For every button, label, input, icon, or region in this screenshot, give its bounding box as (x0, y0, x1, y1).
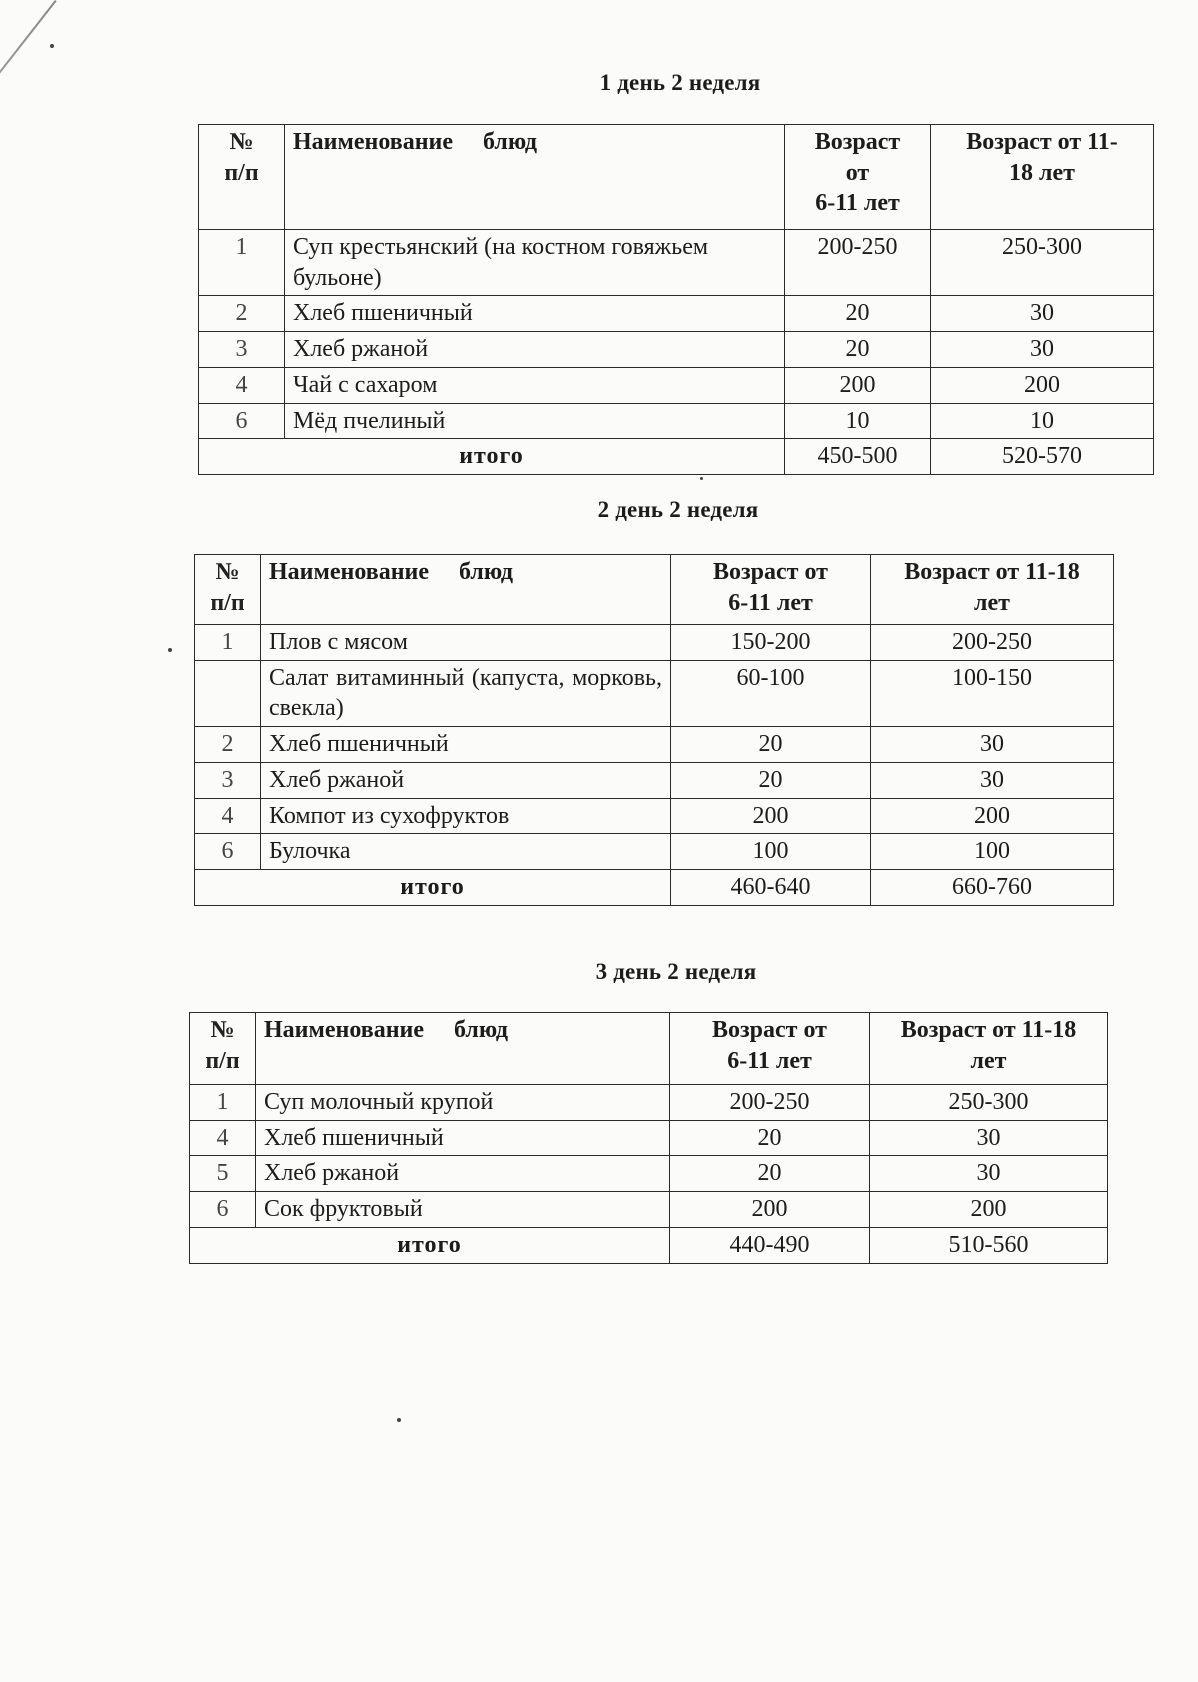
portion-11-18: 100-150 (871, 660, 1114, 726)
day-2-title: 2 день 2 неделя (597, 497, 759, 522)
portion-6-11: 60-100 (671, 660, 871, 726)
total-row (190, 1227, 1108, 1263)
scan-artifact-line (0, 0, 57, 202)
portion-6-11: 200-250 (670, 1085, 870, 1121)
table-row (195, 834, 1114, 870)
scan-speck (700, 477, 703, 480)
portion-6-11: 20 (785, 332, 931, 368)
dish-name: Мёд пчелиный (285, 403, 785, 439)
table-row (190, 1192, 1108, 1228)
dish-name: Чай с сахаром (285, 367, 785, 403)
row-num: 6 (199, 403, 285, 439)
row-num: 1 (199, 230, 285, 296)
portion-6-11: 10 (785, 403, 931, 439)
dish-name: Булочка (261, 834, 671, 870)
dish-name: Хлеб ржаной (256, 1156, 670, 1192)
day-1-menu-table (198, 124, 1154, 475)
day-3-title: 3 день 2 неделя (595, 959, 757, 984)
total-11-18: 510-560 (870, 1227, 1108, 1263)
dish-name: Суп молочный крупой (256, 1085, 670, 1121)
scan-speck (168, 648, 172, 652)
portion-6-11: 200 (785, 367, 931, 403)
portion-6-11: 150-200 (671, 625, 871, 661)
total-6-11: 460-640 (671, 870, 871, 906)
row-num: 1 (195, 625, 261, 661)
table-row (190, 1085, 1108, 1121)
header-age-6-11: Возраст от 6-11 лет (670, 1013, 870, 1085)
scan-speck (397, 1418, 401, 1422)
portion-6-11: 20 (670, 1120, 870, 1156)
portion-11-18: 200-250 (871, 625, 1114, 661)
table-row (195, 727, 1114, 763)
table-row (195, 798, 1114, 834)
portion-11-18: 30 (870, 1120, 1108, 1156)
portion-6-11: 20 (670, 1156, 870, 1192)
table-header-row (195, 555, 1114, 625)
dish-name: Сок фруктовый (256, 1192, 670, 1228)
row-num (195, 660, 261, 726)
day-1-title: 1 день 2 неделя (599, 70, 761, 95)
portion-6-11: 100 (671, 834, 871, 870)
header-age-6-11: Возраст от 6-11 лет (785, 125, 931, 230)
portion-11-18: 30 (870, 1156, 1108, 1192)
dish-name: Плов с мясом (261, 625, 671, 661)
total-label: итого (195, 870, 671, 906)
header-age-11-18: Возраст от 11-18 лет (871, 555, 1114, 625)
table-row (190, 1156, 1108, 1192)
table-row (199, 332, 1154, 368)
portion-6-11: 20 (785, 296, 931, 332)
day-2-menu-table (194, 554, 1114, 906)
header-name: Наименование блюд (285, 125, 785, 230)
portion-11-18: 100 (871, 834, 1114, 870)
row-num: 5 (190, 1156, 256, 1192)
row-num: 3 (199, 332, 285, 368)
portion-11-18: 200 (871, 798, 1114, 834)
portion-6-11: 200 (671, 798, 871, 834)
row-num: 2 (195, 727, 261, 763)
scan-speck (50, 44, 54, 48)
table-row (199, 367, 1154, 403)
day-3-menu-table (189, 1012, 1108, 1264)
dish-name: Суп крестьянский (на костном говяжьем бульоне) (285, 230, 785, 296)
header-num: № п/п (195, 555, 261, 625)
table-header-row (199, 125, 1154, 230)
dish-name: Хлеб ржаной (261, 762, 671, 798)
table-row (195, 660, 1114, 726)
portion-11-18: 30 (871, 762, 1114, 798)
total-row (199, 439, 1154, 475)
row-num: 4 (195, 798, 261, 834)
dish-name: Компот из сухофруктов (261, 798, 671, 834)
portion-11-18: 200 (870, 1192, 1108, 1228)
table-row (199, 230, 1154, 296)
row-num: 6 (190, 1192, 256, 1228)
portion-6-11: 200 (670, 1192, 870, 1228)
portion-11-18: 250-300 (931, 230, 1154, 296)
header-num: № п/п (190, 1013, 256, 1085)
table-header-row (190, 1013, 1108, 1085)
dish-name: Хлеб ржаной (285, 332, 785, 368)
dish-name: Хлеб пшеничный (261, 727, 671, 763)
portion-11-18: 250-300 (870, 1085, 1108, 1121)
portion-11-18: 10 (931, 403, 1154, 439)
header-age-11-18: Возраст от 11-18 лет (870, 1013, 1108, 1085)
dish-name: Хлеб пшеничный (285, 296, 785, 332)
total-11-18: 660-760 (871, 870, 1114, 906)
total-11-18: 520-570 (931, 439, 1154, 475)
total-6-11: 450-500 (785, 439, 931, 475)
header-name: Наименование блюд (256, 1013, 670, 1085)
total-label: итого (190, 1227, 670, 1263)
row-num: 3 (195, 762, 261, 798)
row-num: 4 (199, 367, 285, 403)
portion-11-18: 200 (931, 367, 1154, 403)
table-row (199, 403, 1154, 439)
row-num: 4 (190, 1120, 256, 1156)
table-row (195, 762, 1114, 798)
header-age-11-18: Возраст от 11- 18 лет (931, 125, 1154, 230)
table-row (199, 296, 1154, 332)
header-num: № п/п (199, 125, 285, 230)
table-row (190, 1120, 1108, 1156)
total-row (195, 870, 1114, 906)
dish-name: Салат витаминный (капуста, морковь, свекла) (261, 660, 671, 726)
portion-6-11: 20 (671, 762, 871, 798)
table-row (195, 625, 1114, 661)
portion-6-11: 200-250 (785, 230, 931, 296)
portion-11-18: 30 (931, 332, 1154, 368)
portion-11-18: 30 (871, 727, 1114, 763)
row-num: 6 (195, 834, 261, 870)
total-6-11: 440-490 (670, 1227, 870, 1263)
dish-name: Хлеб пшеничный (256, 1120, 670, 1156)
row-num: 2 (199, 296, 285, 332)
total-label: итого (199, 439, 785, 475)
portion-11-18: 30 (931, 296, 1154, 332)
header-name: Наименование блюд (261, 555, 671, 625)
header-age-6-11: Возраст от 6-11 лет (671, 555, 871, 625)
portion-6-11: 20 (671, 727, 871, 763)
row-num: 1 (190, 1085, 256, 1121)
